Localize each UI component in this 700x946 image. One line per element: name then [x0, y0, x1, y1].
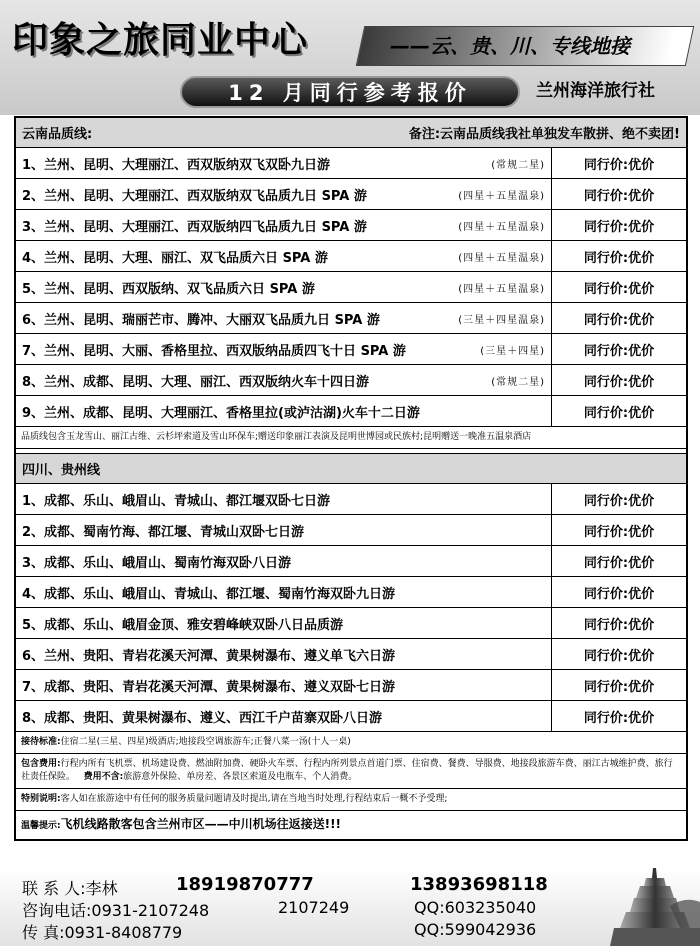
route-row: [16, 484, 686, 515]
route-name: 2、兰州、昆明、大理丽江、西双版纳双飞品质九日 SPA 游: [22, 188, 367, 204]
route-price: 同行价:优价: [583, 555, 655, 571]
route-row: [16, 670, 686, 701]
route-price: 同行价:优价: [583, 281, 655, 297]
route-name: 7、兰州、昆明、大丽、香格里拉、西双版纳品质四飞十日 SPA 游: [22, 343, 406, 359]
route-name-cell: [16, 365, 552, 395]
route-name: 6、兰州、贵阳、青岩花溪天河潭、黄果树瀑布、遵义单飞六日游: [22, 648, 396, 664]
route-name-cell: [16, 515, 552, 545]
route-price: 同行价:优价: [583, 250, 655, 266]
route-level: (三星＋四星温泉): [458, 314, 545, 326]
consult-phone-ext: 2107249: [278, 898, 350, 917]
route-name-cell: [16, 148, 552, 178]
route-name: 1、兰州、昆明、大理丽江、西双版纳双飞双卧九日游: [22, 157, 331, 173]
tip-note: [16, 811, 686, 839]
route-row: [16, 179, 686, 210]
route-name-cell: [16, 608, 552, 638]
route-price: 同行价:优价: [583, 157, 655, 173]
route-price: 同行价:优价: [583, 374, 655, 390]
route-row: [16, 272, 686, 303]
route-row: [16, 303, 686, 334]
route-name: 3、成都、乐山、峨眉山、蜀南竹海双卧八日游: [22, 555, 292, 571]
fees-note: [16, 754, 686, 789]
route-name: 8、兰州、成都、昆明、大理、丽江、西双版纳火车十四日游: [22, 374, 370, 390]
route-name-cell: [16, 639, 552, 669]
route-name-cell: [16, 577, 552, 607]
tagline: ——云、贵、川、专线地接: [390, 34, 630, 58]
route-price: 同行价:优价: [583, 648, 655, 664]
route-row: [16, 365, 686, 396]
route-name: 2、成都、蜀南竹海、都江堰、青城山双卧七日游: [22, 524, 305, 540]
standard-text: 住宿二星(三星、四星)级酒店;地接段空调旅游车;正餐八菜一汤(十人一桌): [60, 737, 351, 747]
route-name-cell: [16, 334, 552, 364]
route-price: 同行价:优价: [583, 524, 655, 540]
sichuan-section-title: 四川、贵州线: [22, 463, 101, 478]
route-level: (常规二星): [491, 159, 545, 171]
yunnan-section-title: 云南品质线:: [22, 127, 93, 142]
route-row: [16, 608, 686, 639]
route-row: [16, 210, 686, 241]
route-name-cell: [16, 396, 552, 426]
contact-phone-2: 13893698118: [410, 874, 548, 895]
brand-title: 印象之旅同业中心: [12, 20, 309, 61]
included-label: 包含费用:: [21, 759, 61, 769]
route-row: [16, 577, 686, 608]
route-row: [16, 241, 686, 272]
route-price: 同行价:优价: [583, 710, 655, 726]
route-price: 同行价:优价: [583, 617, 655, 633]
route-price: 同行价:优价: [583, 188, 655, 204]
tip-label: 温馨提示:: [21, 821, 61, 831]
consult-phone: 咨询电话:0931-2107248: [22, 901, 210, 920]
route-name: 5、兰州、昆明、西双版纳、双飞品质六日 SPA 游: [22, 281, 315, 297]
route-price: 同行价:优价: [583, 586, 655, 602]
standard-label: 接待标准:: [21, 737, 61, 747]
month-title: 12 月同行参考报价: [180, 76, 520, 108]
special-text: 客人如在旅游途中有任何的服务质量问题请及时提出,请在当地当时处理,行程结束后一概不予受理;: [60, 794, 448, 804]
route-level: (四星＋五星温泉): [458, 283, 545, 295]
qq-1: QQ:603235040: [414, 898, 537, 917]
route-row: [16, 701, 686, 732]
route-name-cell: [16, 179, 552, 209]
route-row: [16, 546, 686, 577]
route-name: 6、兰州、昆明、瑞丽芒市、腾冲、大丽双飞品质九日 SPA 游: [22, 312, 380, 328]
tip-text: 飞机线路散客包含兰州市区——中川机场往返接送!!!: [60, 817, 342, 831]
route-level: (四星＋五星温泉): [458, 221, 545, 233]
route-name: 4、成都、乐山、峨眉山、青城山、都江堰、蜀南竹海双卧九日游: [22, 586, 396, 602]
route-level: (四星＋五星温泉): [458, 190, 545, 202]
route-name: 7、成都、贵阳、青岩花溪天河潭、黄果树瀑布、遵义双卧七日游: [22, 679, 396, 695]
contact-phone-1: 18919870777: [176, 874, 314, 895]
special-note: [16, 789, 686, 811]
route-level: (三星＋四星): [480, 345, 545, 357]
route-name-cell: [16, 670, 552, 700]
page-header: [0, 0, 700, 115]
yunnan-section-header: [16, 118, 686, 148]
route-name: 4、兰州、昆明、大理、丽江、双飞品质六日 SPA 游: [22, 250, 328, 266]
route-name: 3、兰州、昆明、大理丽江、西双版纳四飞品质九日 SPA 游: [22, 219, 367, 235]
fax-number: 传 真:0931-8408779: [22, 923, 183, 942]
yunnan-footnote: 品质线包含玉龙雪山、丽江古维、云杉坪索道及雪山环保车;赠送印象丽江表演及昆明世博园或民族村;昆明赠送一晚准五温泉酒店: [16, 427, 686, 449]
route-name: 1、成都、乐山、峨眉山、青城山、都江堰双卧七日游: [22, 493, 331, 509]
route-row: [16, 148, 686, 179]
route-level: (常规二星): [491, 376, 545, 388]
route-name-cell: [16, 546, 552, 576]
route-price: 同行价:优价: [583, 219, 655, 235]
sichuan-route-list: [16, 484, 686, 732]
price-table: [14, 116, 688, 841]
yunnan-section-note: 备注:云南品质线我社单独发车散拼、绝不卖团!: [408, 127, 680, 142]
route-name-cell: [16, 701, 552, 731]
included-text: 行程内所有飞机票、机场建设费、燃油附加费、硬卧火车票、行程内所列景点首道门票、住宿费、餐费、导服费、地接段旅游车费、丽江古城维护费、旅行社责任保险。: [21, 759, 673, 782]
route-price: 同行价:优价: [583, 343, 655, 359]
route-name-cell: [16, 303, 552, 333]
route-row: [16, 515, 686, 546]
excluded-label: 费用不含:: [83, 772, 124, 782]
route-row: [16, 334, 686, 365]
route-name: 8、成都、贵阳、黄果树瀑布、遵义、西江千户苗寨双卧八日游: [22, 710, 383, 726]
route-name: 5、成都、乐山、峨眉金顶、雅安碧峰峡双卧八日品质游: [22, 617, 344, 633]
contact-person: 联 系 人:李林: [22, 879, 118, 898]
contact-footer: [0, 868, 700, 946]
qq-2: QQ:599042936: [414, 920, 537, 939]
route-price: 同行价:优价: [583, 405, 655, 421]
yunnan-route-list: [16, 148, 686, 427]
route-row: [16, 639, 686, 670]
route-row: [16, 396, 686, 427]
route-name-cell: [16, 241, 552, 271]
route-price: 同行价:优价: [583, 493, 655, 509]
pagoda-icon: [610, 866, 700, 946]
agency-name: 兰州海洋旅行社: [536, 81, 655, 101]
route-name: 9、兰州、成都、昆明、大理丽江、香格里拉(或泸沽湖)火车十二日游: [22, 405, 420, 421]
special-label: 特别说明:: [21, 794, 61, 804]
route-name-cell: [16, 484, 552, 514]
route-name-cell: [16, 210, 552, 240]
standard-note: [16, 732, 686, 754]
route-price: 同行价:优价: [583, 679, 655, 695]
sichuan-section-header: [16, 454, 686, 484]
excluded-text: 旅游意外保险、单房差、各景区索道及电瓶车、个人消费。: [123, 772, 358, 782]
route-level: (四星＋五星温泉): [458, 252, 545, 264]
route-name-cell: [16, 272, 552, 302]
route-price: 同行价:优价: [583, 312, 655, 328]
